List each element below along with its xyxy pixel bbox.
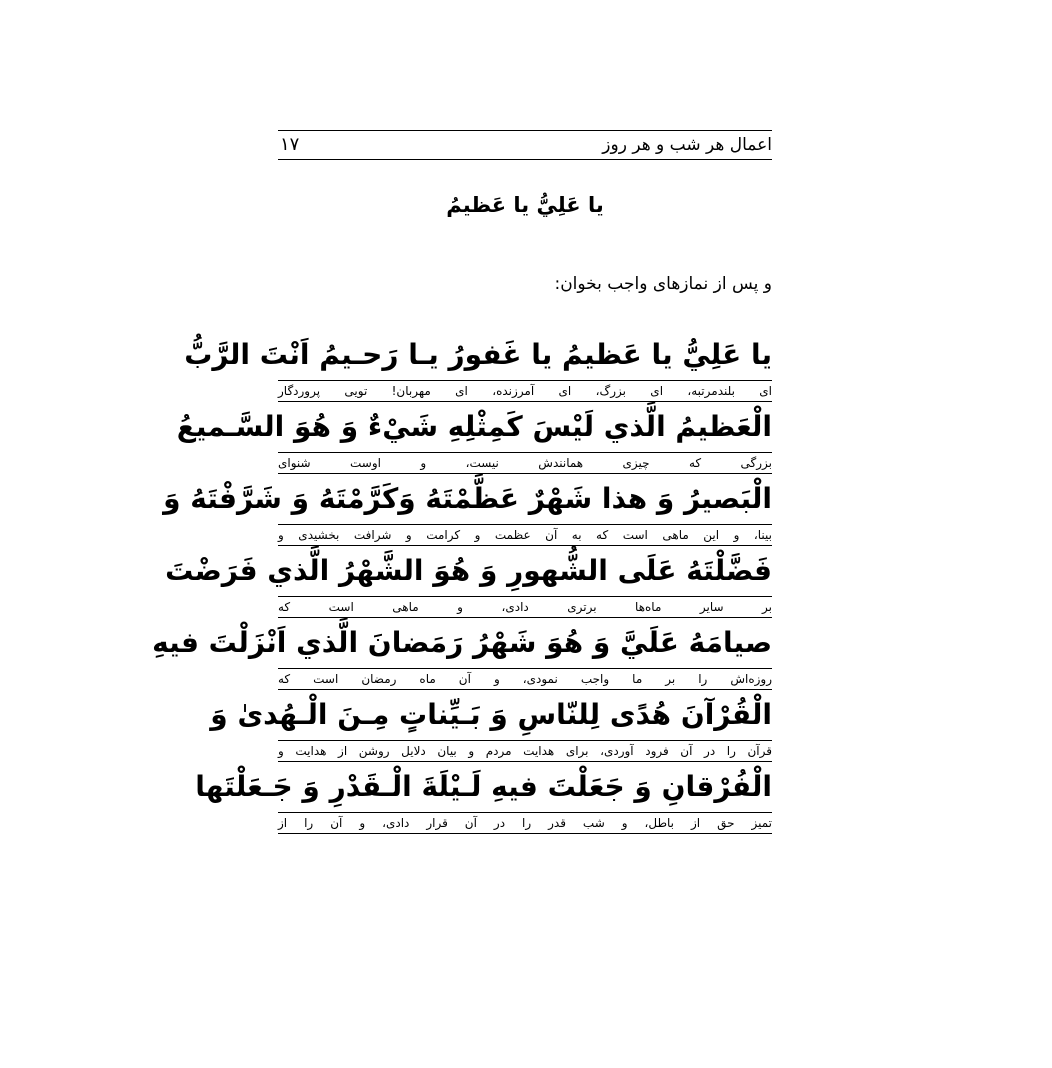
translation-text: بر سایر ماه‌ها برتری دادی، و ماهی است که bbox=[278, 596, 772, 618]
translation-text: قرآن را در آن فرود آوردی، برای هدایت مردم و بیان دلایل روشن از هدایت و bbox=[278, 740, 772, 762]
prayer-line-1 bbox=[184, 330, 772, 402]
translation-text: بزرگی که چیزی همانندش نیست، و اوست شنوای bbox=[278, 452, 772, 474]
arabic-text: يا عَلِيُّ يا عَظيمُ يا غَفورُ يـا رَحـيمُ اَنْتَ الرَّبُّ bbox=[184, 338, 772, 371]
translation-text: بینا، و این ماهی است که به آن عظمت و کرامت و شرافت بخشیدی و bbox=[278, 524, 772, 546]
translation-text: ای بلندمرتبه، ای بزرگ، ای آمرزنده، ای مهربان! تویی پروردگار bbox=[278, 380, 772, 402]
arabic-text: فَضَّلْتَهُ عَلَى الشُّهورِ وَ هُوَ الشَّهْرُ الَّذي فَرَضْتَ bbox=[165, 554, 772, 587]
translation-text: تمیز حق از باطل، و شب قدر را در آن قرار دادی، و آن را از bbox=[278, 812, 772, 834]
prayer-line-3 bbox=[163, 474, 772, 546]
prayer-line-2 bbox=[176, 402, 772, 474]
section-subtitle: يا عَلِيُّ يا عَظيمُ bbox=[446, 193, 604, 217]
arabic-text: الْبَصيرُ وَ هذا شَهْرٌ عَظَّمْتَهُ وَكَرَّمْتَهُ وَ شَرَّفْتَهُ وَ bbox=[163, 482, 772, 515]
arabic-text: صيامَهُ عَلَيَّ وَ هُوَ شَهْرُ رَمَضانَ الَّذي اَنْزَلْتَ فيهِ bbox=[152, 626, 772, 659]
arabic-text: الْقُرْآنَ هُدًى لِلنّاسِ وَ بَـيِّناتٍ مِـنَ الْـهُدىٰ وَ bbox=[210, 698, 772, 731]
page-header bbox=[278, 130, 772, 160]
page-number: ۱۷ bbox=[280, 134, 300, 155]
prayer-line-6 bbox=[210, 690, 772, 762]
prayer-line-4 bbox=[165, 546, 772, 618]
arabic-text: الْفُرْقانِ وَ جَعَلْتَ فيهِ لَـيْلَةَ الْـقَدْرِ وَ جَـعَلْتَها bbox=[195, 770, 772, 803]
instruction-text: و پس از نمازهای واجب بخوان: bbox=[554, 274, 772, 294]
arabic-text: الْعَظيمُ الَّذي لَيْسَ كَمِثْلِهِ شَيْءٌ وَ هُوَ السَّـميعُ bbox=[176, 410, 772, 443]
prayer-block bbox=[152, 330, 772, 834]
header-title: اعمال هر شب و هر روز bbox=[602, 135, 772, 155]
document-page bbox=[152, 0, 772, 1068]
prayer-line-7 bbox=[195, 762, 772, 834]
translation-text: روزه‌اش را بر ما واجب نمودی، و آن ماه رمضان است که bbox=[278, 668, 772, 690]
prayer-line-5 bbox=[152, 618, 772, 690]
